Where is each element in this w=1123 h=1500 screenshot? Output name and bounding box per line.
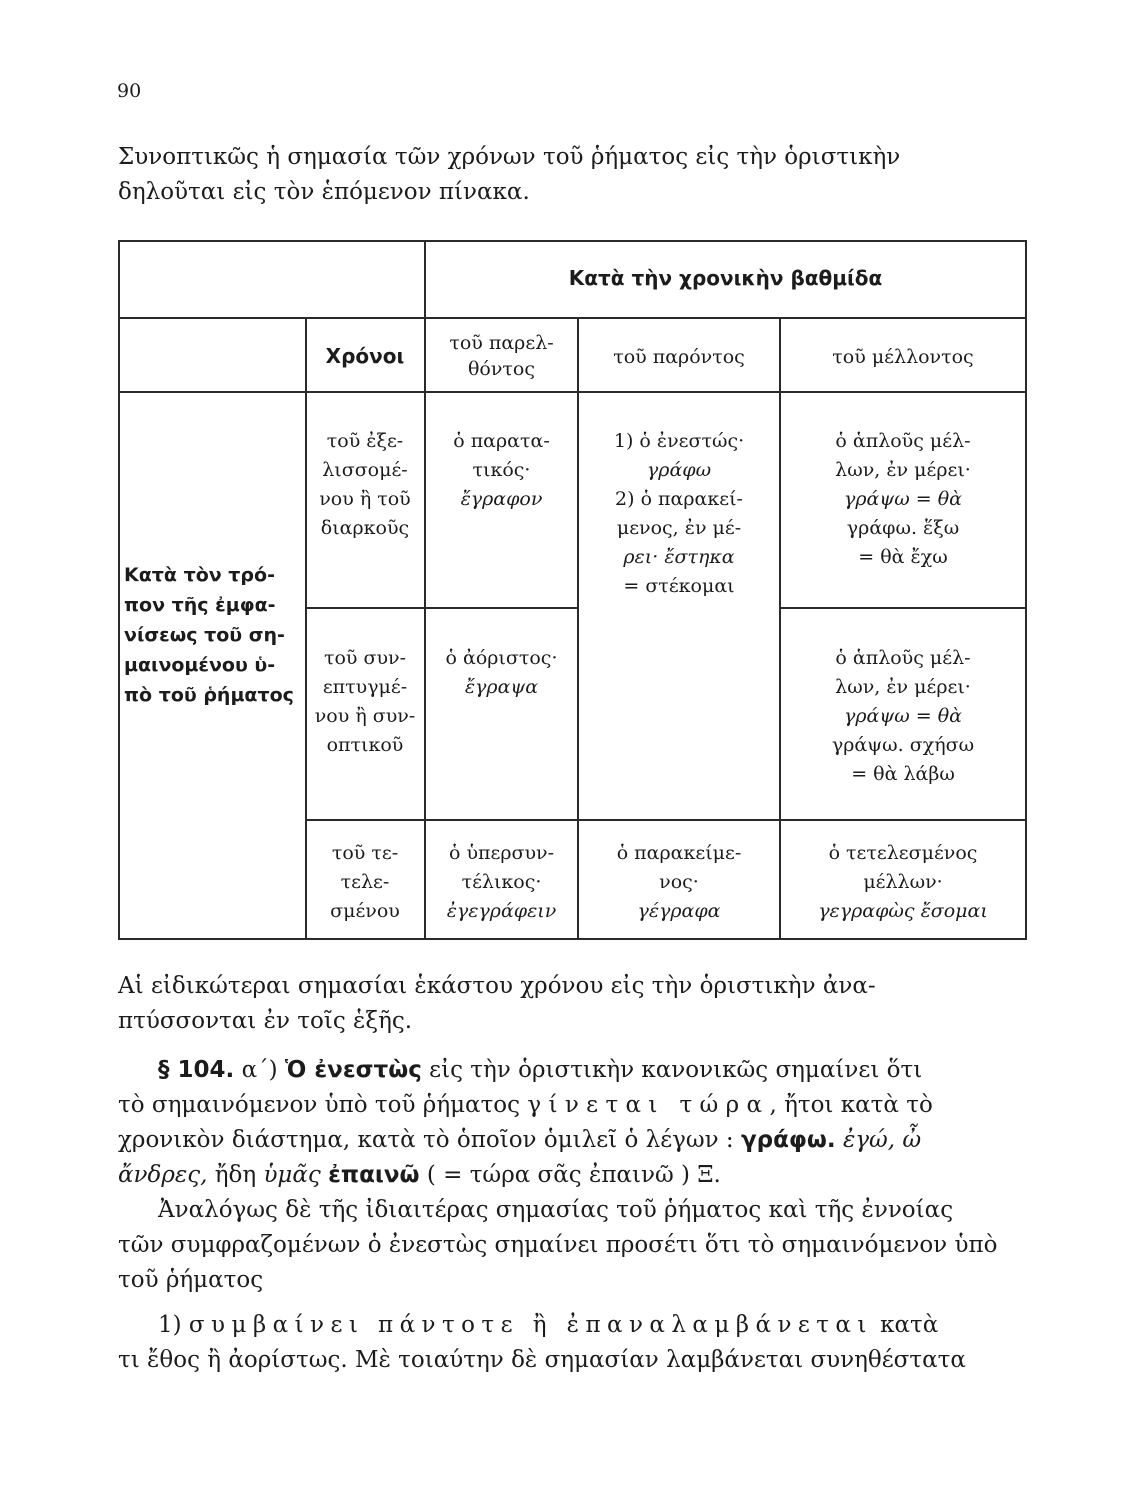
tense-table [118,240,1027,940]
r3-future: ὁ τετελεσμένος μέλλων· γεγραφὼς ἔσομαι [818,842,988,922]
col-header-present: τοῦ παρόντος [613,346,745,368]
analogos-line-1: Ἀναλόγως δὲ τῆς ἰδιαιτέρας σημασίας τοῦ ῥήματος καὶ τῆς ἐννοίας [158,1197,954,1223]
col-header-future: τοῦ μέλλοντος [832,346,974,368]
item1-line-2: τι ἔθος ἢ ἀορίστως. Μὲ τοιαύτην δὲ σημασίαν λαμβάνεται συνηθέστατα [118,1347,966,1373]
intro-line-2: δηλοῦται εἰς τὸν ἑπόμενον πίνακα. [118,179,530,205]
item-1-paragraph [118,1308,1030,1378]
page-number: 90 [117,80,142,102]
item1-line-1: 1) συμβαίνει πάντοτε ἢ ἐπαναλαμβάνεται κατὰ [158,1312,939,1338]
r1-past: ὁ παρατα- τικός· ἔγραφον [453,430,550,510]
section-number: § 104. [158,1057,235,1083]
analogos-paragraph [118,1193,1030,1298]
grafo-example: γράφω. [741,1127,836,1153]
s104-line-2: τὸ σημαινόμενον ὑπὸ τοῦ ῥήματος γίνεται τώρα, ἤτοι κατὰ τὸ [118,1092,933,1118]
r1-aspect: τοῦ ἐξε- λισσομέ- νου ἢ τοῦ διαρκοῦς [319,430,411,539]
r3-aspect: τοῦ τε- τελε- σμένου [330,842,400,922]
after-table-paragraph [118,969,1030,1039]
r1-future: ὁ ἁπλοῦς μέλ- λων, ἐν μέρει· γράψω = θὰ γράφω. ἕξω = θὰ ἔχω [835,430,971,568]
row-label: Κατὰ τὸν τρό- πον τῆς ἐμφα- νίσεως τοῦ ση- μαινομένου ὑ- πὸ τοῦ ῥήματος [124,564,294,706]
analogos-line-2: τῶν συμφραζομένων ὁ ἐνεστὼς σημαίνει προσέτι ὅτι τὸ σημαινόμενον ὑπὸ [118,1232,998,1258]
r2-future: ὁ ἁπλοῦς μέλ- λων, ἐν μέρει· γράψω = θὰ γράψω. σχήσω = θὰ λάβω [831,647,975,785]
intro-paragraph [118,140,1030,210]
after-line-2: πτύσσονται ἐν τοῖς ἑξῆς. [118,1008,413,1034]
epaino-example: ἐπαινῶ [328,1162,420,1188]
r3-past: ὁ ὑπερσυν- τέλικος· ἐγεγράφειν [446,842,557,922]
col-header-chronoi: Χρόνοι [325,344,405,368]
r2-past: ὁ ἀόριστος· ἔγραψα [445,647,558,698]
table-main-header: Κατὰ τὴν χρονικὴν βαθμίδα [568,266,883,290]
s104-line-1: § 104. α΄) Ὁ ἐνεστὼς εἰς τὴν ὁριστικὴν κανονικῶς σημαίνει ὅτι [158,1057,923,1083]
r1-present: 1) ὁ ἐνεστώς· γράφω 2) ὁ παρακεί- μενος, ἐν μέ- ρει· ἔστηκα = στέκομαι [613,430,745,597]
s104-line-4: ἄνδρες, ἤδη ὑμᾶς ἐπαινῶ ( = τώρα σᾶς ἐπαινῶ ) Ξ. [118,1162,721,1188]
intro-line-1: Συνοπτικῶς ἡ σημασία τῶν χρόνων τοῦ ῥήματος εἰς τὴν ὁριστικὴν [118,144,901,170]
after-line-1: Αἱ εἰδικώτεραι σημασίαι ἑκάστου χρόνου εἰς τὴν ὁριστικὴν ἀνα- [118,973,876,999]
section-104 [118,1053,1030,1193]
col-header-past: τοῦ παρελ- θόντος [449,332,554,380]
enestos-term: Ὁ ἐνεστὼς [284,1057,422,1083]
s104-line-3: χρονικὸν διάστημα, κατὰ τὸ ὁποῖον ὁμιλεῖ ὁ λέγων : γράφω. ἐγώ, ὦ [118,1127,922,1153]
r3-present: ὁ παρακείμε- νος· γέγραφα [616,842,742,922]
r2-aspect: τοῦ συν- επτυγμέ- νου ἢ συν- οπτικοῦ [314,647,416,756]
analogos-line-3: τοῦ ῥήματος [118,1267,264,1293]
